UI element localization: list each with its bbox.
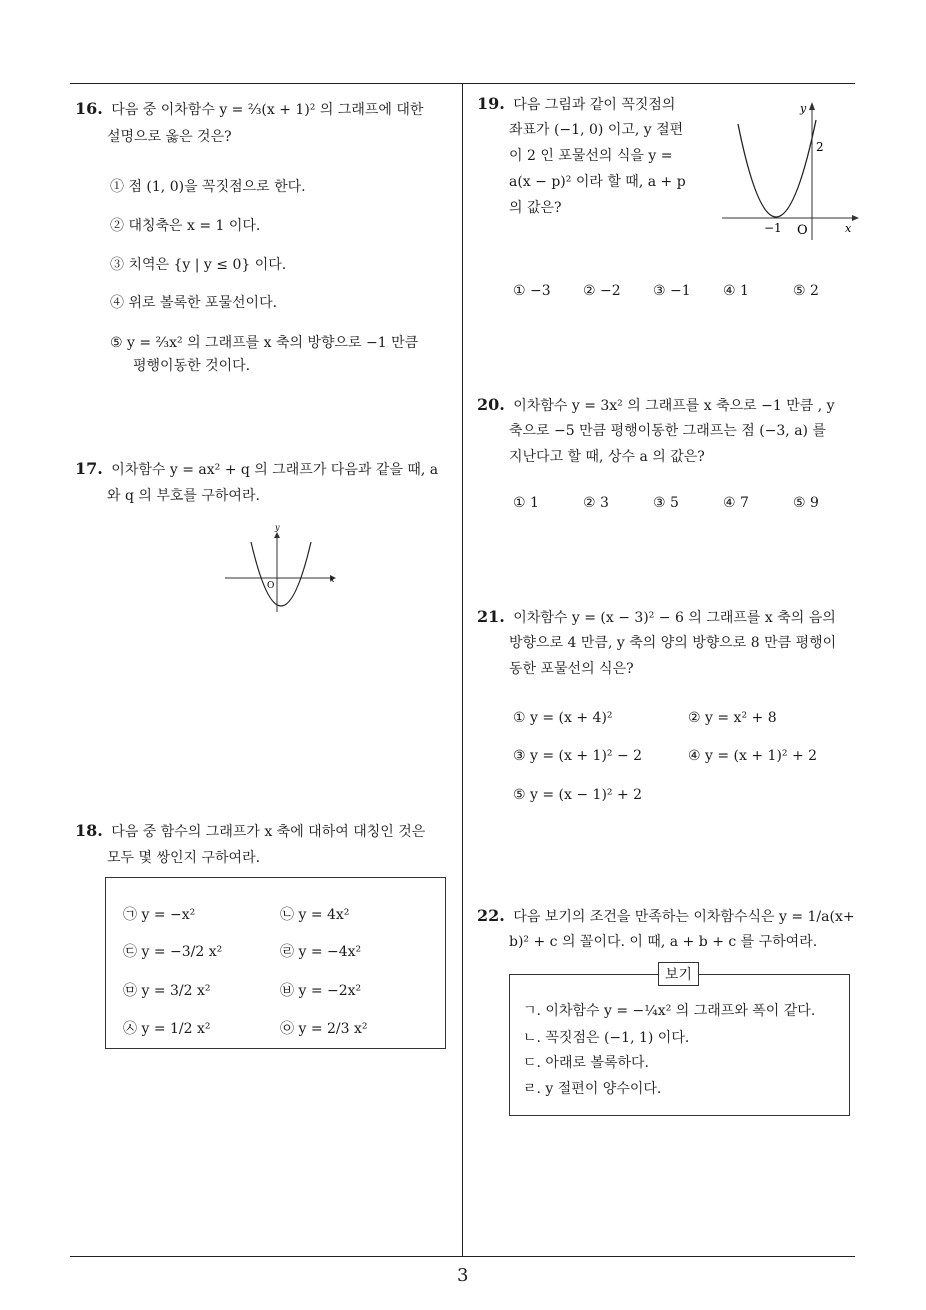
question-number: 18. [75,821,103,840]
item-formula: y = 2/3 x² [298,1021,368,1037]
choice-mark: ① [513,283,526,299]
choice-2 [583,283,621,299]
choice-mark: ③ [653,495,666,511]
function-item [123,980,210,1000]
item-mark: ㉤ [123,983,137,999]
item-formula: y = −x² [141,907,196,923]
choice-text: 치역은 {y | y ≤ 0} 이다. [128,257,287,273]
choice-3 [653,283,691,299]
question-text: 설명으로 옳은 것은? [107,129,232,145]
vertex-x-label: −1 [764,221,782,235]
question-text: 축으로 −5 만큼 평행이동한 그래프는 점 (−3, a) 를 [509,423,826,439]
item-mark: ㉢ [123,944,137,960]
choice-text: 5 [670,495,679,511]
choice-mark: ④ [688,748,701,764]
y-axis-label: y [800,102,807,115]
question-text: 다음 중 이차함수 y = ⅔(x + 1)² 의 그래프에 대한 [111,102,424,118]
choice-mark: ④ [723,283,736,299]
question-text: 다음 그림과 같이 꼭짓점의 [513,97,676,113]
choice-mark: ② [583,495,596,511]
choice-text: y = (x + 4)² [530,710,613,726]
parabola-curve [738,120,816,217]
condition-item: ㄷ. 아래로 볼록하다. [523,1055,649,1071]
question-text: 이차함수 y = 3x² 의 그래프를 x 축으로 −1 만큼 , y [513,398,835,414]
question-text: 모두 몇 쌍인지 구하여라. [107,850,261,866]
question-text: b)² + c 의 꼴이다. 이 때, a + b + c 를 구하여라. [509,934,818,950]
choice-1 [513,710,613,726]
bottom-rule [70,1256,855,1257]
choice-text: 9 [810,495,819,511]
item-formula: y = 1/2 x² [141,1021,211,1037]
function-item [123,941,222,961]
origin-label: O [267,581,275,591]
origin-label: O [797,223,808,238]
page-number: 3 [457,1265,469,1286]
choice-text: 위로 볼록한 포물선이다. [128,295,278,311]
item-formula: y = 3/2 x² [141,983,211,999]
choice-text: y = (x + 1)² − 2 [530,748,643,764]
function-item [280,980,361,1000]
function-item [280,904,349,924]
choice-1 [513,283,551,299]
parabola-graph-q19 [718,98,863,240]
question-text: 와 q 의 부호를 구하여라. [107,488,260,504]
choice-text: 3 [600,495,609,511]
question-number: 20. [477,395,505,414]
question-text: 좌표가 (−1, 0) 이고, y 절편 [509,122,684,138]
x-axis-label: x [330,575,335,584]
choice-mark: ④ [723,495,736,511]
question-text: a(x − p)² 이라 할 때, a + p [509,174,686,190]
choice-mark: ① [110,179,124,195]
x-axis-arrow-icon [852,215,859,221]
choice-2 [110,215,260,235]
choice-1 [513,495,539,511]
question-number: 16. [75,99,103,118]
choice-mark: ② [583,283,596,299]
question-text: 지난다고 할 때, 상수 a 의 값은? [509,449,705,465]
y-intercept-label: 2 [816,140,824,154]
column-divider [462,83,463,1257]
choice-2 [688,710,777,726]
choice-4 [723,283,749,299]
choice-text: y = (x − 1)² + 2 [530,787,643,803]
choice-5 [793,495,819,511]
question-text: 이차함수 y = (x − 3)² − 6 의 그래프를 x 축의 음의 [513,610,836,626]
choice-mark: ② [688,710,701,726]
choice-mark: ⑤ [793,495,806,511]
choice-text: y = ⅔x² 의 그래프를 x 축의 방향으로 −1 만큼 [127,335,419,351]
item-formula: y = −3/2 x² [141,944,223,960]
choice-mark: ③ [110,257,124,273]
item-mark: ㉥ [280,983,294,999]
choice-text: 1 [530,495,539,511]
choice-mark: ⑤ [793,283,806,299]
question-text: 다음 중 함수의 그래프가 x 축에 대하여 대칭인 것은 [111,824,426,840]
y-axis-arrow-icon [274,532,280,538]
item-mark: ㉦ [123,1021,137,1037]
condition-item: ㄴ. 꼭짓점은 (−1, 1) 이다. [523,1030,690,1046]
choice-5 [793,283,819,299]
question-text: 동한 포물선의 식은? [509,661,634,677]
parabola-graph-q17 [215,520,340,615]
item-formula: y = −2x² [298,983,362,999]
choice-mark: ④ [110,295,124,311]
choice-mark: ① [513,495,526,511]
choice-text: −2 [600,283,621,299]
choice-mark: ② [110,218,124,234]
choice-5-continuation: 평행이동한 것이다. [133,358,251,374]
choice-mark: ⑤ [513,787,526,803]
question-number: 17. [75,459,103,478]
item-formula: y = 4x² [298,907,350,923]
choice-5 [513,787,642,803]
choice-4 [688,748,817,764]
item-formula: y = −4x² [298,944,362,960]
item-mark: ㉣ [280,944,294,960]
question-text: 이 2 인 포물선의 식을 y = [509,148,673,164]
question-number: 21. [477,607,505,626]
choice-5 [110,332,418,352]
choice-4 [110,292,277,312]
choice-mark: ③ [653,283,666,299]
question-text: 이차함수 y = ax² + q 의 그래프가 다음과 같을 때, a [111,462,439,478]
condition-item: ㄱ. 이차함수 y = −¼x² 의 그래프와 폭이 같다. [523,1003,816,1019]
choice-mark: ③ [513,748,526,764]
choice-text: y = (x + 1)² + 2 [705,748,818,764]
parabola-curve [251,542,311,606]
question-text: 의 값은? [509,200,562,216]
choice-2 [583,495,609,511]
choice-3 [653,495,679,511]
choice-mark: ⑤ [110,335,123,351]
choice-4 [723,495,749,511]
question-text: 다음 보기의 조건을 만족하는 이차함수식은 y = 1/a(x+ [513,909,855,925]
choice-text: 2 [810,283,819,299]
question-number: 22. [477,906,505,925]
conditions-box-title: 보기 [658,962,699,986]
choice-text: y = x² + 8 [705,710,777,726]
item-mark: ㉡ [280,907,294,923]
function-item [123,904,195,924]
y-axis-label: y [275,523,280,532]
choice-1 [110,176,306,196]
item-mark: ㉧ [280,1021,294,1037]
question-text: 방향으로 4 만큼, y 축의 양의 방향으로 8 만큼 평행이 [509,635,837,651]
choice-text: 1 [740,283,749,299]
choice-text: 점 (1, 0)을 꼭짓점으로 한다. [128,179,306,195]
question-number: 19. [477,94,505,113]
choice-mark: ① [513,710,526,726]
condition-item: ㄹ. y 절편이 양수이다. [523,1081,662,1097]
choice-text: −3 [530,283,551,299]
choice-text: −1 [670,283,691,299]
choice-text: 대칭축은 x = 1 이다. [128,218,261,234]
item-mark: ㉠ [123,907,137,923]
y-axis-arrow-icon [809,102,815,110]
choice-3 [110,254,286,274]
function-item [280,941,361,961]
x-axis-label: x [845,222,852,235]
function-item [280,1018,367,1038]
function-item [123,1018,210,1038]
choice-3 [513,748,642,764]
choice-text: 7 [740,495,749,511]
